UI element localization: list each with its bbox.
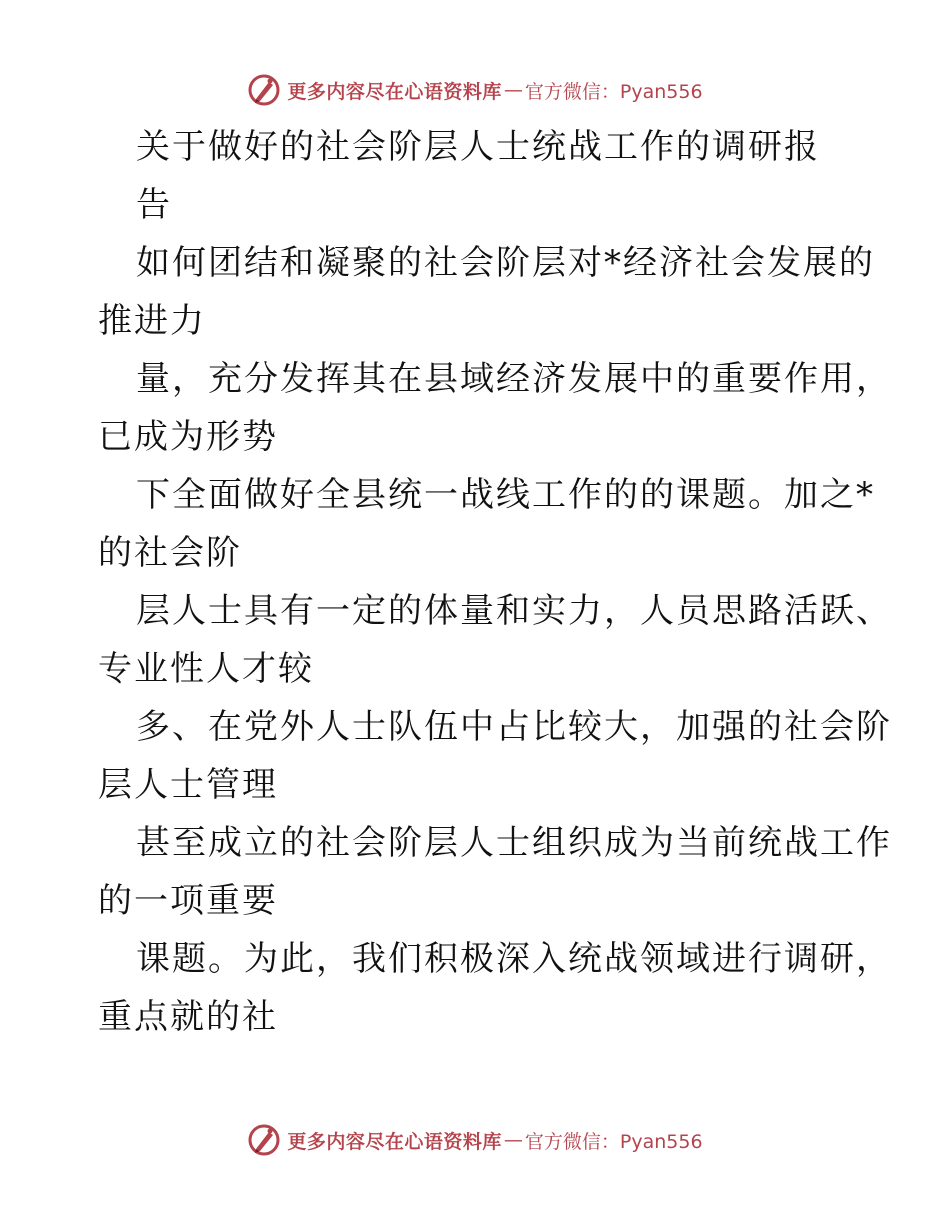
paragraph-line: 如何团结和凝聚的社会阶层对*经济社会发展的	[136, 243, 875, 283]
paragraph-line: 量，充分发挥其在县域经济发展中的重要作用，	[136, 359, 892, 399]
paragraph-line: 专业性人才较	[98, 649, 314, 689]
banner-dash: —	[503, 1129, 523, 1151]
header-banner	[0, 70, 950, 110]
banner-wechat: 官方微信：Pyan556	[524, 1130, 703, 1153]
paragraph-line: 甚至成立的社会阶层人士组织成为当前统战工作	[136, 823, 892, 863]
pen-logo-icon	[247, 73, 281, 107]
paragraph-line: 重点就的社	[98, 997, 278, 1037]
paragraph-line: 层人士管理	[98, 765, 278, 805]
paragraph-line: 多、在党外人士队伍中占比较大，加强的社会阶	[136, 707, 892, 747]
paragraph-line: 的社会阶	[98, 533, 242, 573]
paragraph-line: 推进力	[98, 301, 206, 341]
document-title-line-2: 告	[136, 185, 172, 225]
banner-dash: —	[503, 79, 523, 101]
paragraph-line: 下全面做好全县统一战线工作的的课题。加之*	[136, 475, 875, 515]
pen-logo-icon	[247, 1123, 281, 1157]
banner-wechat: 官方微信：Pyan556	[524, 80, 703, 103]
paragraph-line: 层人士具有一定的体量和实力，人员思路活跃、	[136, 591, 892, 631]
document-title-line-1: 关于做好的社会阶层人士统战工作的调研报	[136, 127, 820, 167]
banner-site-name: 更多内容尽在心语资料库	[287, 80, 502, 103]
paragraph-line: 课题。为此，我们积极深入统战领域进行调研，	[136, 939, 892, 979]
footer-banner	[0, 1120, 950, 1160]
banner-site-name: 更多内容尽在心语资料库	[287, 1130, 502, 1153]
paragraph-line: 的一项重要	[98, 881, 278, 921]
paragraph-line: 已成为形势	[98, 417, 278, 457]
